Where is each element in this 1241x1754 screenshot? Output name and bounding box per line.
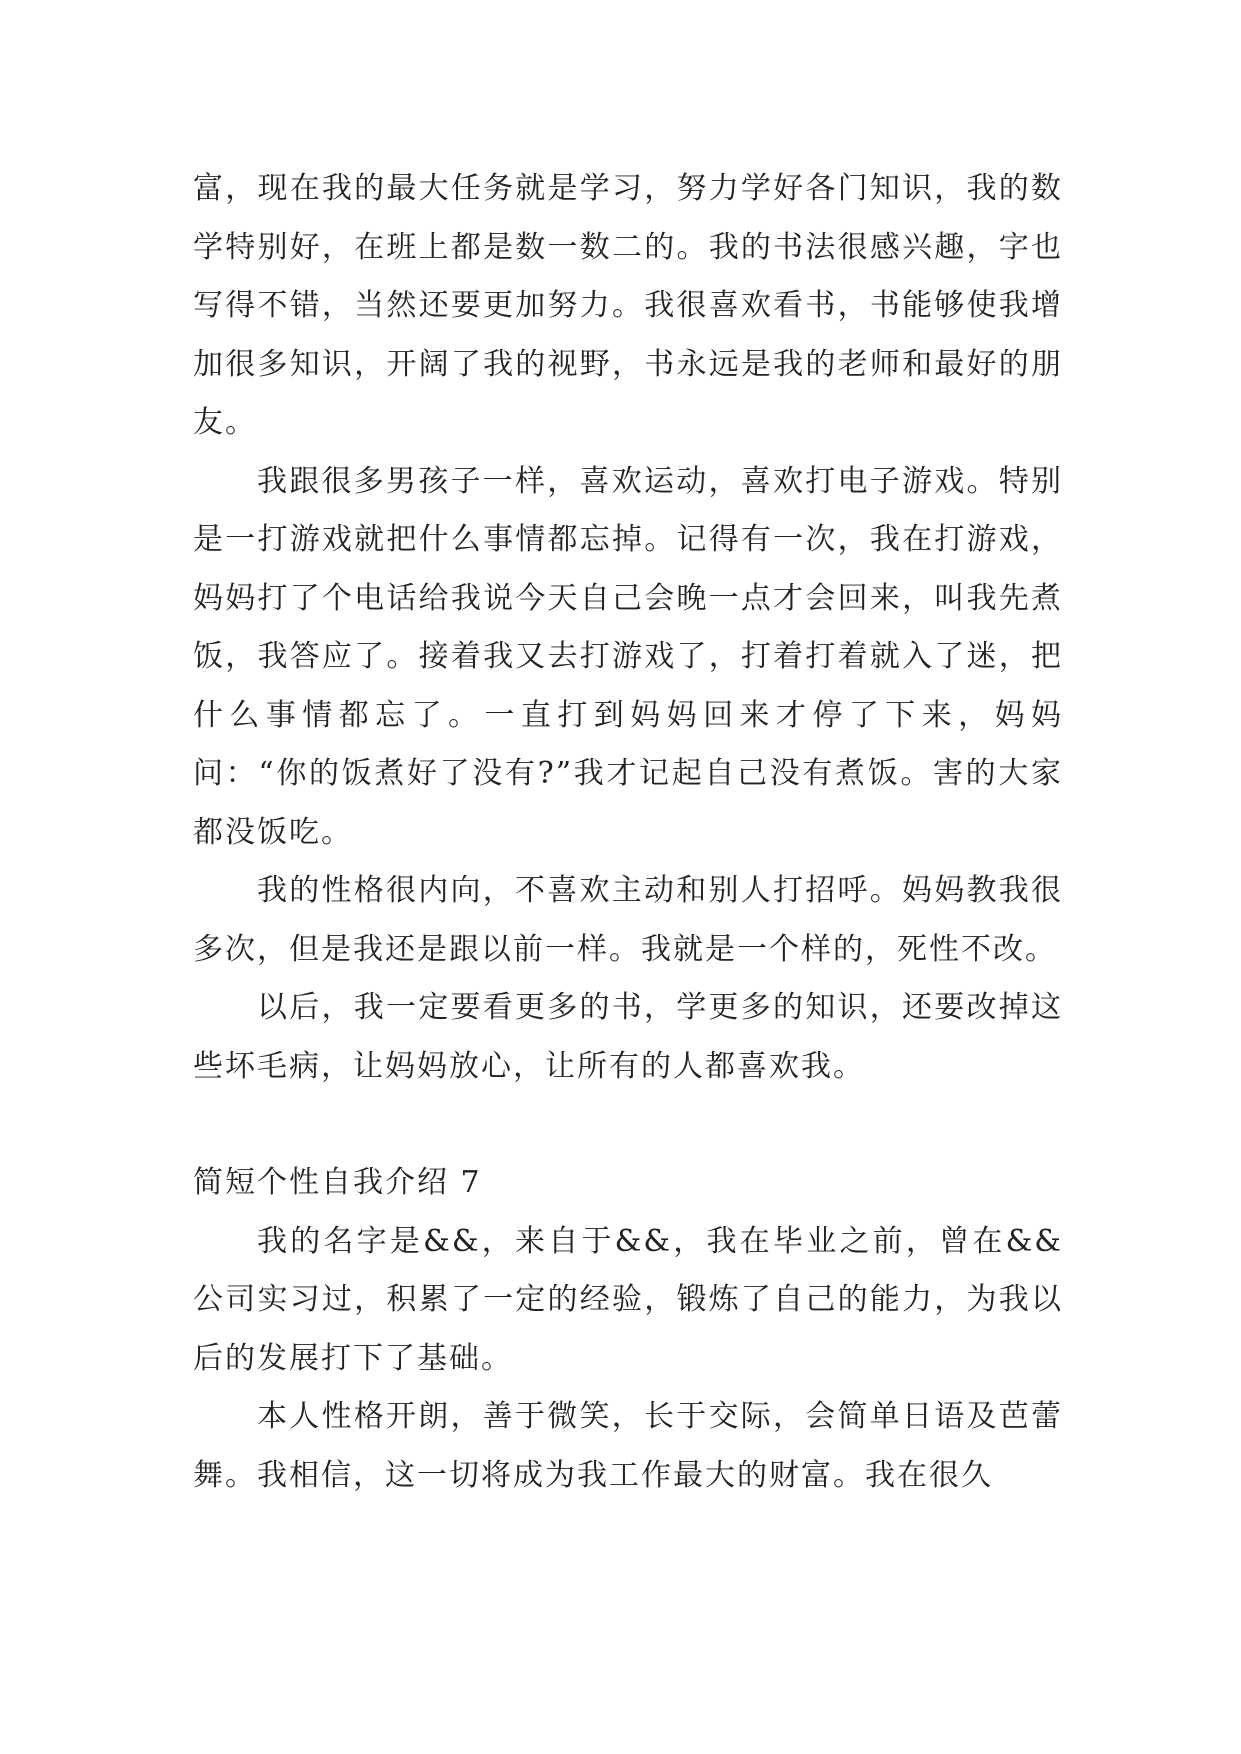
paragraph-3: 我的性格很内向，不喜欢主动和别人打招呼。妈妈教我很多次，但是我还是跟以前一样。我就是一个样的，死性不改。 (193, 873, 1063, 967)
paragraph-5: 我的名字是&&，来自于&&，我在毕业之前，曾在&&公司实习过，积累了一定的经验，锻炼了自己的能力，为我以后的发展打下了基础。 (193, 1223, 1063, 1376)
section-title: 简短个性自我介绍 7 (193, 1165, 482, 1200)
paragraph-6: 本人性格开朗，善于微笑，长于交际，会简单日语及芭蕾舞。我相信，这一切将成为我工作最大的财富。我在很久 (193, 1399, 1063, 1493)
paragraph-2: 我跟很多男孩子一样，喜欢运动，喜欢打电子游戏。特别是一打游戏就把什么事情都忘掉。记得有一次，我在打游戏，妈妈打了个电话给我说今天自己会晚一点才会回来，叫我先煮饭，我答应了。接着我又去打游戏了，打着打着就入了迷，把什么事情都忘了。一直打到妈妈回来才停了下来，妈妈问：“你的饭煮好了没有?”我才记起自己没有煮饭。害的大家都没饭吃。 (193, 463, 1063, 850)
paragraph-1: 富，现在我的最大任务就是学习，努力学好各门知识，我的数学特别好，在班上都是数一数二的。我的书法很感兴趣，字也写得不错，当然还要更加努力。我很喜欢看书，书能够使我增加很多知识，开阔了我的视野，书永远是我的老师和最好的朋友。 (193, 171, 1063, 440)
paragraph-4: 以后，我一定要看更多的书，学更多的知识，还要改掉这些坏毛病，让妈妈放心，让所有的人都喜欢我。 (193, 990, 1063, 1084)
document-body (193, 160, 1063, 1505)
